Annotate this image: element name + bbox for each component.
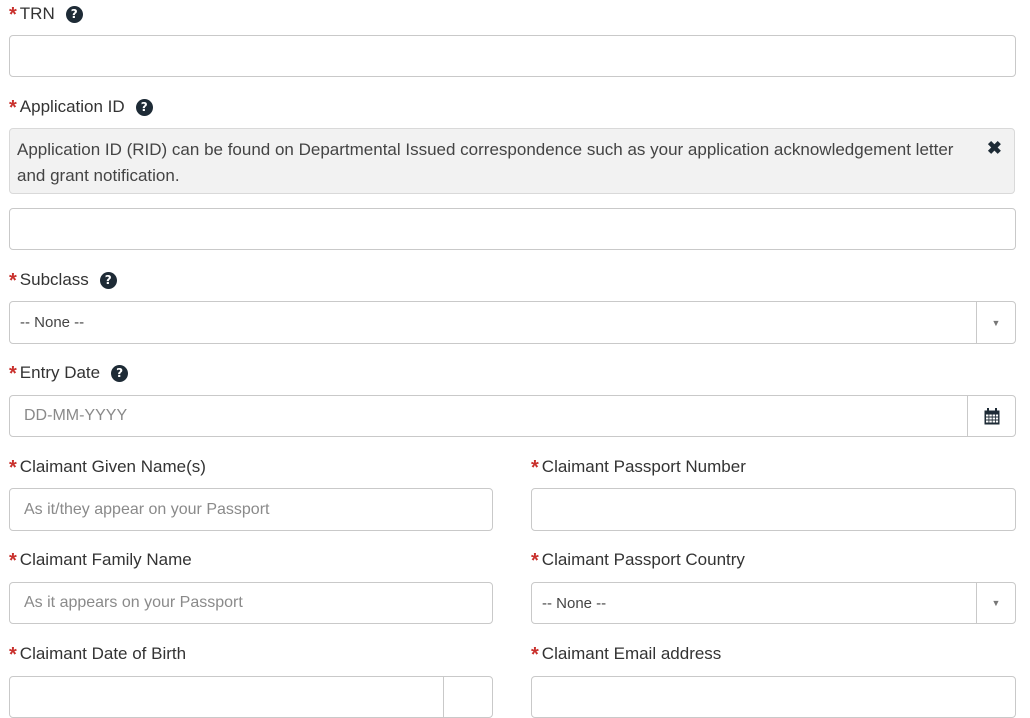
application-id-label bbox=[9, 97, 153, 117]
passport-country-label bbox=[531, 550, 745, 570]
dob-label-text: Claimant Date of Birth bbox=[19, 644, 187, 663]
trn-input[interactable] bbox=[9, 35, 1016, 77]
chevron-down-icon[interactable]: ▼ bbox=[976, 302, 1015, 343]
application-id-input[interactable] bbox=[9, 208, 1016, 250]
trn-label bbox=[9, 4, 83, 24]
required-asterisk: * bbox=[531, 550, 539, 572]
dob-input[interactable] bbox=[9, 676, 493, 718]
dob-divider bbox=[443, 677, 444, 717]
passport-country-select[interactable] bbox=[531, 582, 1016, 624]
subclass-select[interactable] bbox=[9, 301, 1016, 344]
email-label bbox=[531, 644, 721, 664]
application-id-help-text: Application ID (RID) can be found on Departmental Issued correspondence such as your application acknowledgement letter and grant notification. bbox=[17, 140, 954, 185]
given-name-label-text: Claimant Given Name(s) bbox=[19, 457, 206, 476]
required-asterisk: * bbox=[531, 644, 539, 666]
application-id-label-text: Application ID bbox=[19, 97, 125, 116]
help-icon[interactable]: ? bbox=[136, 99, 153, 116]
entry-date-label-text: Entry Date bbox=[19, 363, 101, 382]
entry-date-field bbox=[9, 395, 1016, 437]
given-name-label bbox=[9, 457, 206, 477]
entry-date-input[interactable] bbox=[9, 395, 1016, 437]
email-input[interactable] bbox=[531, 676, 1016, 718]
dob-label bbox=[9, 644, 186, 664]
calendar-icon bbox=[984, 408, 1000, 425]
subclass-label bbox=[9, 270, 117, 290]
passport-number-label bbox=[531, 457, 746, 477]
email-label-text: Claimant Email address bbox=[541, 644, 722, 663]
passport-number-input[interactable] bbox=[531, 488, 1016, 531]
passport-number-label-text: Claimant Passport Number bbox=[541, 457, 746, 476]
trn-label-text: TRN bbox=[19, 4, 55, 23]
passport-country-selected-value: -- None -- bbox=[542, 594, 607, 612]
required-asterisk: * bbox=[9, 4, 17, 26]
required-asterisk: * bbox=[9, 644, 17, 666]
family-name-label-text: Claimant Family Name bbox=[19, 550, 192, 569]
help-icon[interactable]: ? bbox=[100, 272, 117, 289]
required-asterisk: * bbox=[9, 550, 17, 572]
entry-date-label bbox=[9, 363, 128, 383]
help-icon[interactable]: ? bbox=[111, 365, 128, 382]
subclass-selected-value: -- None -- bbox=[20, 314, 85, 331]
close-icon[interactable]: ✖ bbox=[986, 138, 1002, 158]
required-asterisk: * bbox=[9, 97, 17, 119]
required-asterisk: * bbox=[531, 457, 539, 479]
family-name-input[interactable] bbox=[9, 582, 493, 624]
chevron-down-icon[interactable]: ▼ bbox=[976, 583, 1015, 623]
subclass-label-text: Subclass bbox=[19, 270, 89, 289]
application-id-help-box bbox=[9, 128, 1015, 194]
family-name-label bbox=[9, 550, 192, 570]
calendar-button[interactable] bbox=[967, 395, 1016, 437]
required-asterisk: * bbox=[9, 457, 17, 479]
passport-country-label-text: Claimant Passport Country bbox=[541, 550, 745, 569]
required-asterisk: * bbox=[9, 270, 17, 292]
help-icon[interactable]: ? bbox=[66, 6, 83, 23]
required-asterisk: * bbox=[9, 363, 17, 385]
given-name-input[interactable] bbox=[9, 488, 493, 531]
